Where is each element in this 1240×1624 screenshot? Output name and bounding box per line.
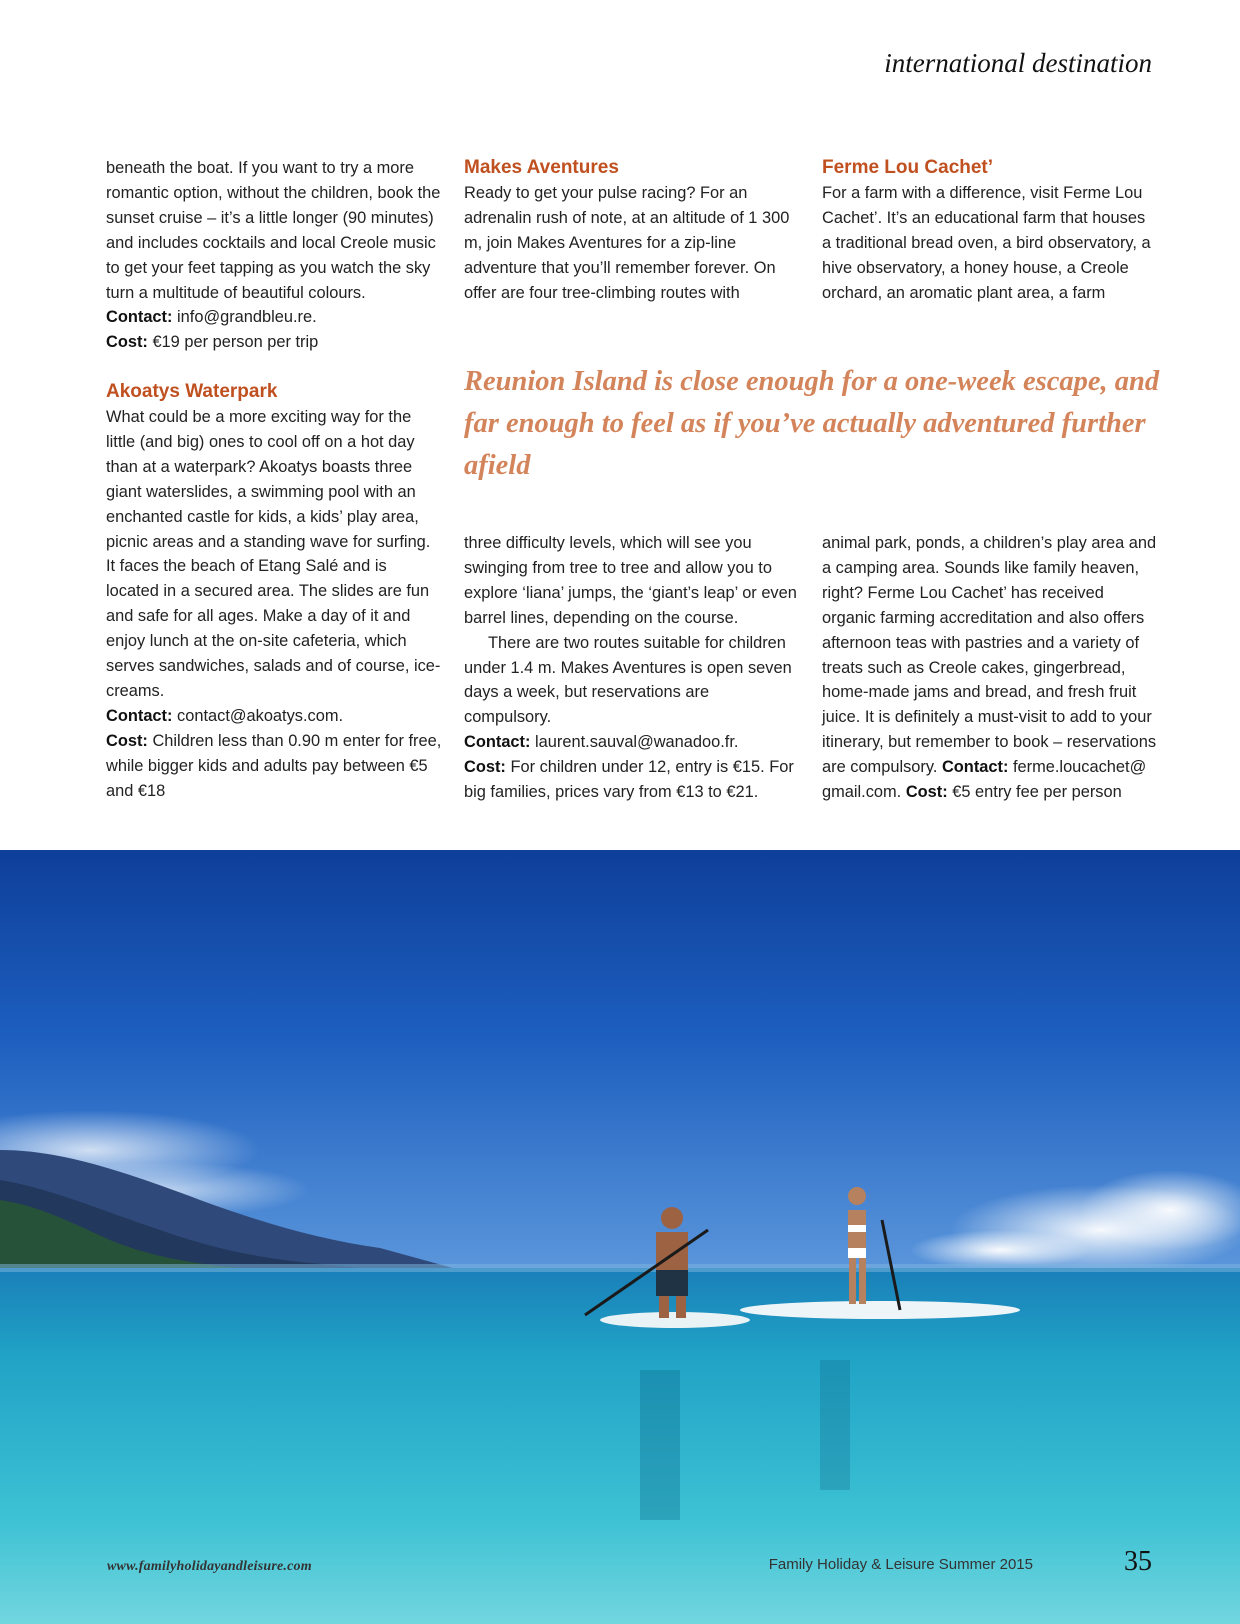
contact-line: Contact: laurent.sauval@wanadoo.fr. [464,733,739,752]
contact-line: Contact: info@grandbleu.re. [106,308,317,327]
body-paragraph: beneath the boat. If you want to try a more romantic option, without the children, book the sunset cruise – it’s a little longer (90 minutes) and includes cocktails and local Creole music to get your feet tapping as you watch the sky turn a multitude of beautiful colours. [106,159,441,302]
body-paragraph: There are two routes suitable for children under 1.4 m. Makes Aventures is open seven days a week, but reservations are compulsory. [464,633,792,727]
body-paragraph: animal park, ponds, a children’s play area and a camping area. Sounds like family heaven, right? Ferme Lou Cachet’ has received organic farming accreditation and also offers afternoon teas with pastries and a variety of treats such as Creole cakes, gingerbread, home-made jams and bread, and fresh fruit juice. It is definitely a must-visit to add to your itinerary, but remember to book – reservations are compulsory. Contact: ferme.loucachet@ gmail.com. Cost: €5 entry fee per person [822,534,1157,802]
footer-magazine-issue: Family Holiday & Leisure Summer 2015 [768,1556,1033,1573]
pull-quote: Reunion Island is close enough for a one-week escape, and far enough to feel as if you’ve actually adventured further afield [464,366,1160,481]
section-heading: Akoatys Waterpark [106,381,278,403]
column-2-top [464,156,800,305]
section-heading: Ferme Lou Cachet’ [822,157,994,178]
section-heading: Makes Aventures [464,157,619,178]
section-label: international destination [884,48,1152,78]
column-3-top [822,156,1158,305]
footer-website: www.familyholidayandleisure.com [107,1559,312,1574]
cost-line: Cost: €19 per person per trip [106,333,319,352]
page-number: 35 [1124,1546,1152,1577]
column-2-bottom [464,531,800,805]
column-1 [106,156,442,804]
body-paragraph: What could be a more exciting way for the little (and big) ones to cool off on a hot day than at a waterpark? Akoatys boasts three giant waterslides, a swimming pool with an enchanted castle for kids, a kids’ play area, picnic areas and a standing wave for surfing. It faces the beach of Etang Salé and is located in a secured area. The slides are fun and safe for all ages. Make a day of it and enjoy lunch at the on-site cafeteria, which serves sandwiches, salads and of course, ice-creams. [106,408,441,701]
cost-line: Cost: Children less than 0.90 m enter for free, while bigger kids and adults pay between €5 and €18 [106,731,442,800]
body-paragraph: Ready to get your pulse racing? For an adrenalin rush of note, at an altitude of 1 300 m, join Makes Aventures for a zip-line adventure that you’ll remember forever. On offer are four tree-climbing routes with [464,183,790,302]
paddleboard-photo [0,850,1240,1624]
body-paragraph: three difficulty levels, which will see you swinging from tree to tree and allow you to explore ‘liana’ jumps, the ‘giant’s leap’ or even barrel lines, depending on the course. [464,534,797,627]
contact-line: Contact: contact@akoatys.com. [106,706,344,725]
body-paragraph: For a farm with a difference, visit Ferme Lou Cachet’. It’s an educational farm that houses a traditional bread oven, a bird observatory, a hive observatory, a honey house, a Creole orchard, an aromatic plant area, a farm [822,183,1151,302]
cost-line: Cost: For children under 12, entry is €15. For big families, prices vary from €13 to €21. [464,758,794,802]
column-3-bottom [822,531,1158,805]
